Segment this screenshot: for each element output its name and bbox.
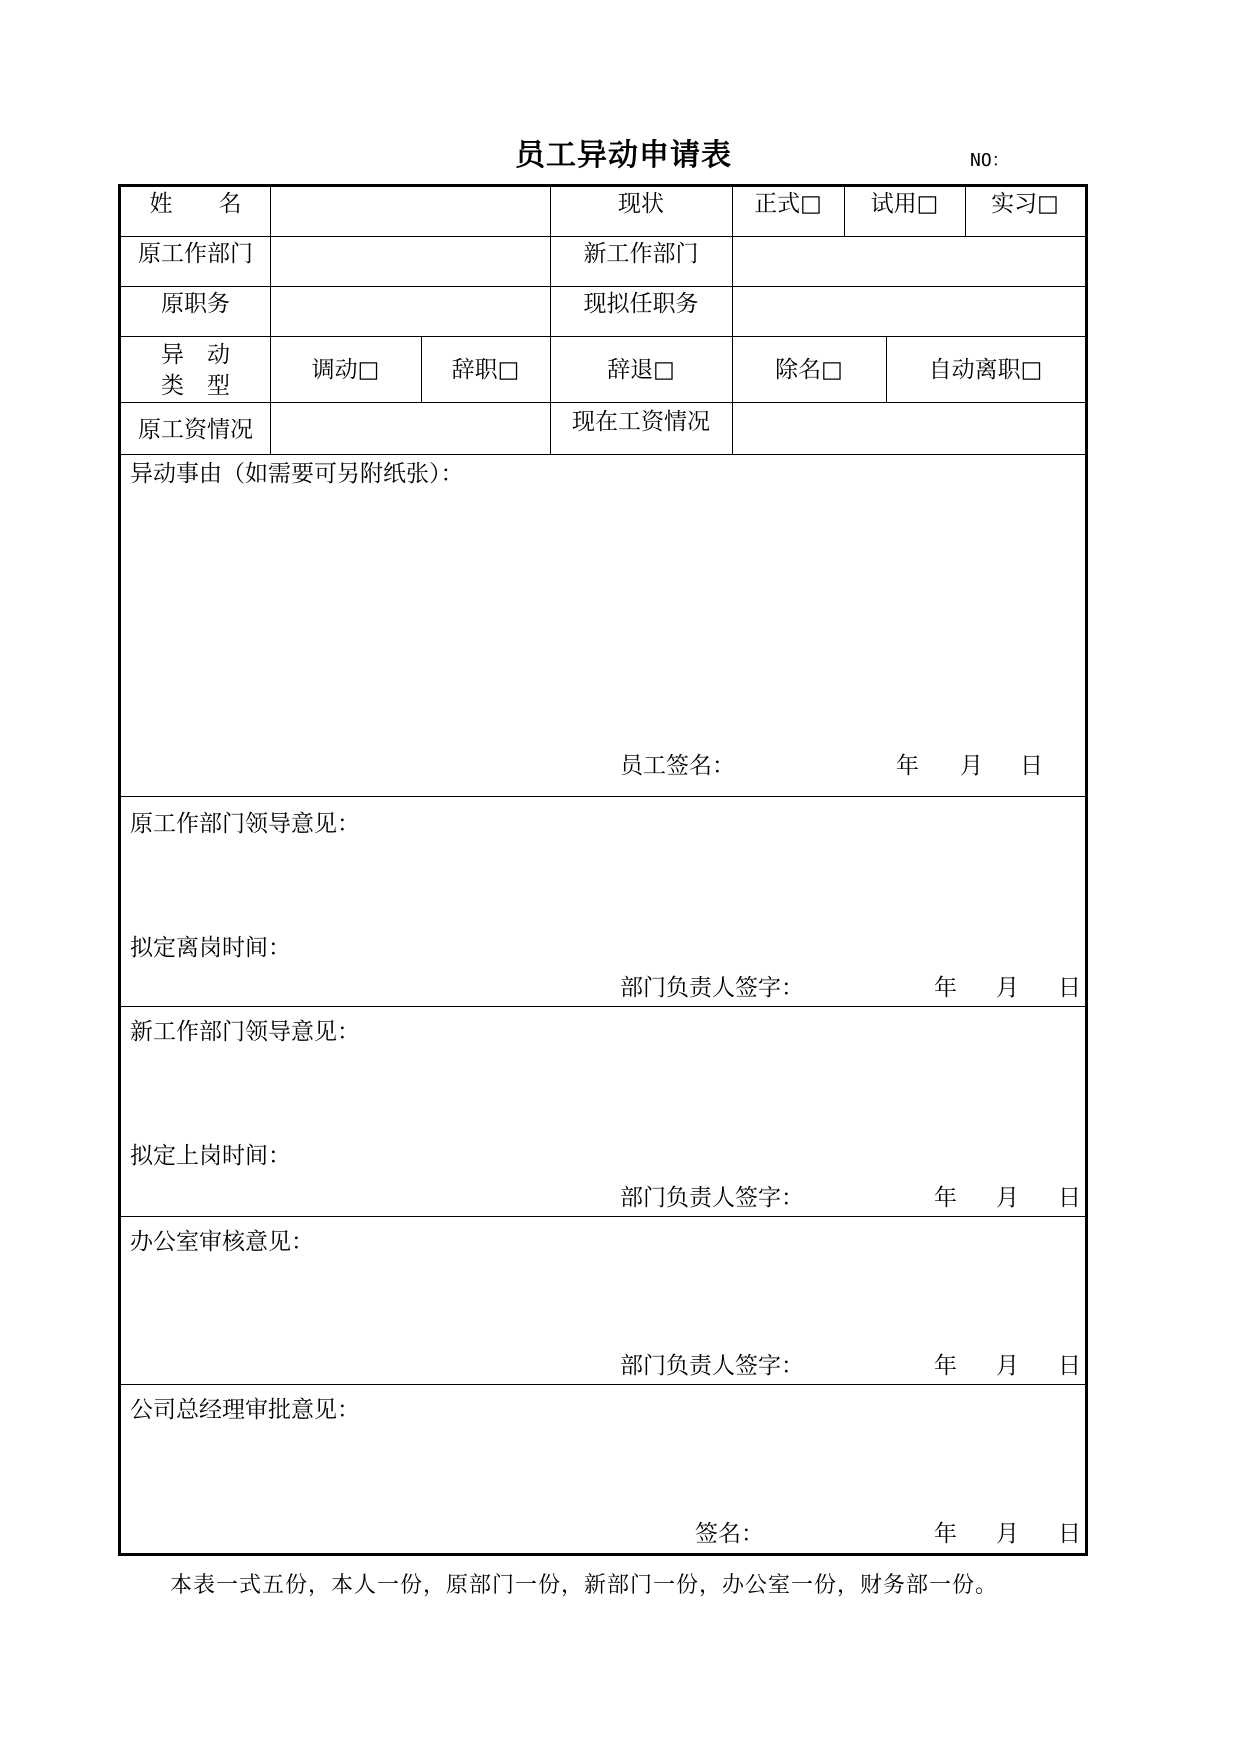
- date-day: 日: [1058, 1353, 1081, 1379]
- reason-label: 异动事由（如需要可另附纸张）：: [130, 461, 464, 487]
- date-year: 年: [934, 1185, 957, 1211]
- column-divider: [270, 187, 271, 454]
- row-divider: [121, 336, 1085, 337]
- change-type-transfer[interactable]: 调动□: [311, 357, 380, 383]
- orig-dept-opinion-label: 原工作部门领导意见：: [130, 811, 360, 837]
- section-divider: [121, 1006, 1085, 1007]
- dept-head-signature-label: 部门负责人签字：: [620, 1185, 804, 1211]
- new-dept-label: 新工作部门: [583, 241, 699, 267]
- planned-leave-time-label: 拟定离岗时间：: [130, 935, 291, 961]
- orig-position-label: 原职务: [161, 291, 230, 317]
- distribution-note: 本表一式五份，本人一份，原部门一份，新部门一份，办公室一份，财务部一份。: [170, 1573, 999, 1598]
- employee-signature-label: 员工签名：: [620, 753, 735, 779]
- change-type-dismiss[interactable]: 辞退□: [607, 357, 675, 383]
- date-month: 月: [960, 753, 983, 779]
- name-label: 姓 名: [149, 191, 242, 217]
- new-position-label: 现拟任职务: [583, 291, 699, 317]
- orig-dept-label: 原工作部门: [138, 241, 253, 267]
- form-title: 员工异动申请表: [515, 138, 732, 173]
- date-month: 月: [996, 1185, 1019, 1211]
- date-year: 年: [934, 975, 957, 1001]
- status-option-intern[interactable]: 实习□: [991, 191, 1059, 217]
- date-day: 日: [1020, 753, 1043, 779]
- date-month: 月: [996, 975, 1019, 1001]
- gm-signature-label: 签名：: [695, 1521, 764, 1547]
- section-divider: [121, 1384, 1085, 1385]
- section-divider: [121, 796, 1085, 797]
- date-month: 月: [996, 1521, 1019, 1547]
- change-type-label: 异 动: [161, 342, 230, 368]
- date-year: 年: [934, 1353, 957, 1379]
- row-divider: [121, 402, 1085, 403]
- current-salary-label: 现在工资情况: [572, 409, 710, 435]
- new-dept-opinion-label: 新工作部门领导意见：: [130, 1019, 360, 1045]
- date-day: 日: [1058, 1185, 1081, 1211]
- office-review-label: 办公室审核意见：: [130, 1229, 314, 1255]
- orig-salary-label: 原工资情况: [138, 417, 253, 443]
- status-option-probation[interactable]: 试用□: [870, 191, 939, 217]
- status-option-formal[interactable]: 正式□: [754, 191, 822, 217]
- date-day: 日: [1058, 1521, 1081, 1547]
- form-number-label: NO：: [970, 150, 1010, 171]
- dept-head-signature-label: 部门负责人签字：: [620, 1353, 804, 1379]
- planned-start-time-label: 拟定上岗时间：: [130, 1143, 291, 1169]
- row-divider: [121, 236, 1085, 237]
- change-type-label-line2: 类 型: [161, 373, 230, 399]
- status-label: 现状: [618, 191, 664, 217]
- change-type-self-leave[interactable]: 自动离职□: [928, 357, 1043, 383]
- section-divider: [121, 1216, 1085, 1217]
- row-divider: [121, 454, 1085, 455]
- row-divider: [121, 286, 1085, 287]
- change-type-resign[interactable]: 辞职□: [451, 357, 520, 383]
- gm-approval-label: 公司总经理审批意见：: [130, 1397, 360, 1423]
- date-day: 日: [1058, 975, 1081, 1001]
- date-month: 月: [996, 1353, 1019, 1379]
- dept-head-signature-label: 部门负责人签字：: [620, 975, 804, 1001]
- change-type-remove[interactable]: 除名□: [775, 357, 843, 383]
- date-year: 年: [896, 753, 919, 779]
- column-divider: [732, 187, 733, 454]
- date-year: 年: [934, 1521, 957, 1547]
